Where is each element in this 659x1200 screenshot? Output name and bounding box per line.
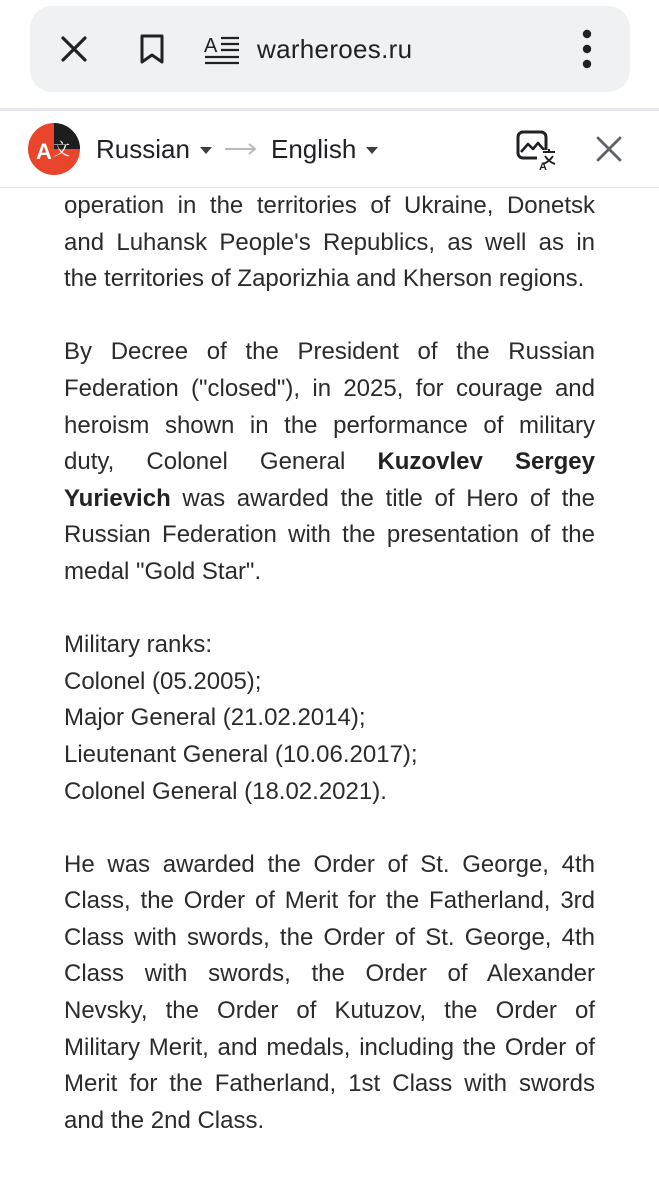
article-paragraph-award: [64, 334, 595, 590]
reader-mode-button[interactable]: [202, 6, 242, 92]
award-text-end: was awarded the title of Hero of the Russian Federation with the presentation of the medal "Gold Star".: [64, 484, 595, 585]
more-vert-icon: [581, 29, 593, 69]
hero-name: Kuzovlev Sergey Yurievich: [64, 448, 595, 512]
rank-item: Lieutenant General (10.06.2017);: [64, 740, 418, 768]
svg-text:文: 文: [53, 140, 70, 160]
close-tab-button[interactable]: [54, 6, 94, 92]
translate-bar: [0, 111, 659, 188]
browser-toolbar: [0, 0, 659, 108]
article-paragraph: operation in the territories of Ukraine, Donetsk and Luhansk People's Republics, as well as in the territories of Zaporizhia and Kherson regions.: [64, 192, 595, 293]
more-options-button[interactable]: [572, 6, 602, 92]
image-translate-button[interactable]: [514, 111, 560, 187]
reader-mode-icon: [204, 32, 240, 66]
rank-item: Colonel General (18.02.2021).: [64, 777, 387, 805]
url-text[interactable]: warheroes.ru: [257, 34, 413, 64]
bookmark-button[interactable]: [134, 6, 170, 92]
svg-text:A: A: [204, 35, 218, 57]
rank-item: Major General (21.02.2014);: [64, 704, 366, 732]
arrow-right-icon: [224, 111, 258, 187]
translate-logo: [28, 123, 80, 175]
chevron-down-icon: [366, 147, 378, 154]
award-text-start: By Decree of the President of the Russian Federation ("closed"), in 2025, for courage and heroism shown in the performance of military duty, Colonel General: [64, 338, 595, 476]
chevron-down-icon: [200, 147, 212, 154]
article-body: [64, 188, 595, 1176]
target-language-dropdown[interactable]: [271, 111, 378, 187]
image-translate-icon: [515, 128, 559, 170]
translate-logo-icon: [28, 123, 80, 175]
svg-text:A: A: [36, 139, 52, 164]
close-translate-button[interactable]: [592, 111, 626, 187]
article-paragraph-orders: He was awarded the Order of St. George, 4th Class, the Order of Merit for the Fatherland, 3rd Class with swords, the Order of St. George, 4th Class with swords, the Order of Alexander Nevsky, the Order of Kutuzov, the Order of Military Merit, and medals, including the Order of Merit for the Fatherland, 1st Class with swords and the 2nd Class.: [64, 850, 595, 1134]
ranks-title: Military ranks:: [64, 631, 213, 659]
close-icon: [595, 135, 623, 163]
rank-item: Colonel (05.2005);: [64, 667, 262, 695]
military-ranks-list: [64, 627, 595, 810]
bookmark-icon: [138, 33, 166, 65]
close-icon: [59, 34, 89, 64]
address-bar[interactable]: [30, 6, 630, 92]
svg-text:A: A: [539, 161, 547, 170]
source-language-label: Russian: [96, 133, 190, 164]
target-language-label: English: [271, 133, 357, 164]
source-language-dropdown[interactable]: [96, 111, 212, 187]
